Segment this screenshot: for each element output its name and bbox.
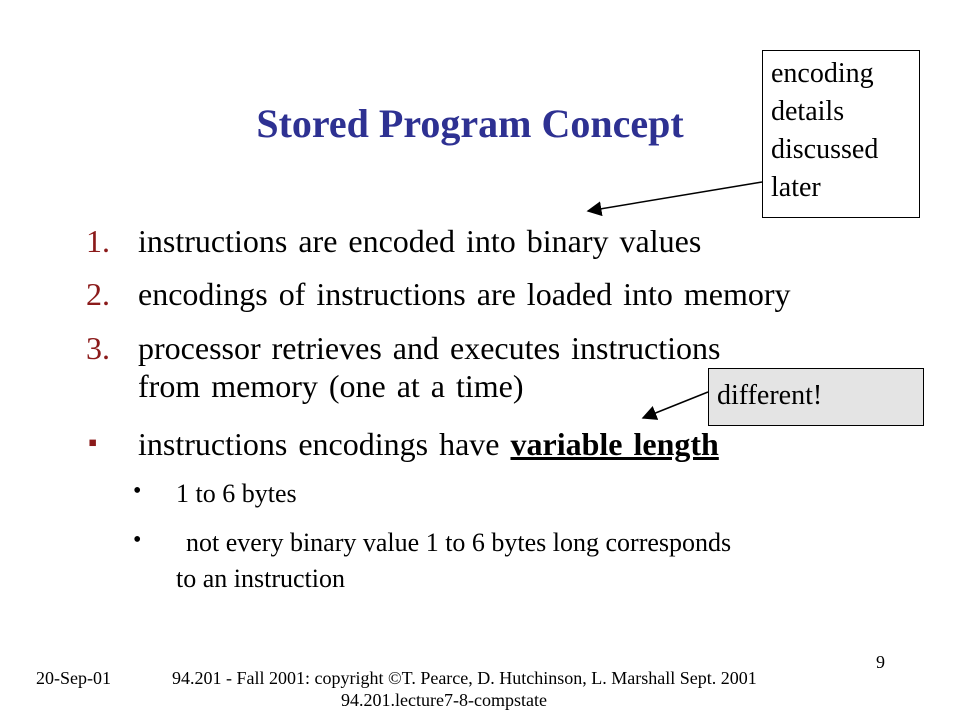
callout-line: details bbox=[771, 96, 845, 127]
dot-bullet-icon: • bbox=[133, 527, 142, 553]
list-item-1: instructions are encoded into binary values bbox=[138, 223, 702, 259]
subbullet-2-line2: to an instruction bbox=[176, 564, 345, 593]
callout-line: encoding bbox=[771, 58, 874, 89]
arrow-encoding bbox=[588, 182, 762, 211]
square-bullet-icon: ▪ bbox=[88, 428, 98, 457]
variable-length-emphasis: variable length bbox=[510, 426, 719, 462]
footer-date: 20-Sep-01 bbox=[36, 668, 111, 688]
callout-line: discussed bbox=[771, 134, 879, 165]
bullet-text: instructions encodings have bbox=[138, 426, 511, 462]
subbullet-1: 1 to 6 bytes bbox=[176, 479, 297, 508]
list-number-3: 3. bbox=[86, 330, 110, 366]
list-item-2: encodings of instructions are loaded into memory bbox=[138, 276, 791, 312]
page-number: 9 bbox=[876, 652, 885, 672]
slide-title: Stored Program Concept bbox=[256, 101, 684, 146]
list-number-1: 1. bbox=[86, 223, 110, 259]
list-item-3-line1: processor retrieves and executes instructions bbox=[138, 330, 721, 366]
footer-copyright: 94.201 - Fall 2001: copyright ©T. Pearce, D. Hutchinson, L. Marshall Sept. 2001 bbox=[172, 668, 757, 688]
footer-lecture: 94.201.lecture7-8-compstate bbox=[341, 690, 547, 710]
list-number-2: 2. bbox=[86, 276, 110, 312]
callout-different: different! bbox=[708, 368, 924, 426]
arrow-different bbox=[643, 392, 708, 418]
subbullet-2-line1: not every binary value 1 to 6 bytes long corresponds bbox=[186, 528, 732, 557]
dot-bullet-icon: • bbox=[133, 478, 142, 504]
list-item-3-line2: from memory (one at a time) bbox=[138, 368, 524, 404]
callout-line: later bbox=[771, 172, 821, 203]
